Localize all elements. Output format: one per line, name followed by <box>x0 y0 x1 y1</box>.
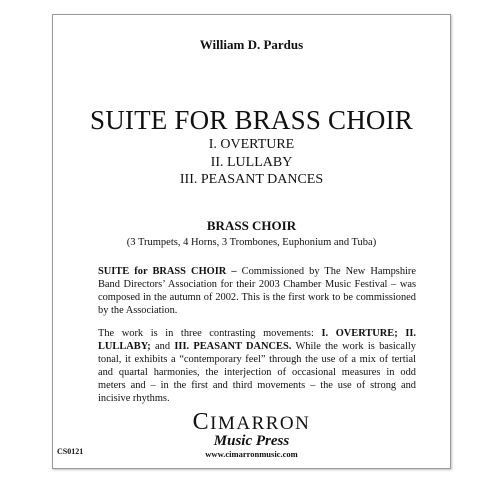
description-text-2a: The work is in three contrasting movements: <box>98 328 322 339</box>
description-text-2c: and <box>150 341 175 352</box>
score-cover-page <box>52 14 451 469</box>
movement-ref-3: III. PEASANT DANCES. <box>174 341 292 352</box>
movement-2: II. LULLABY <box>210 155 293 170</box>
movement-ref-2: II. LULLABY; <box>98 328 416 352</box>
publisher-initial: C <box>192 409 211 435</box>
description-paragraph-1 <box>98 265 416 317</box>
publisher-name <box>53 409 450 435</box>
movement-ref-1: I. OVERTURE; <box>321 328 398 339</box>
publisher-logo <box>53 409 450 460</box>
ensemble-heading: BRASS CHOIR <box>206 218 297 233</box>
description-paragraph-2 <box>98 327 416 405</box>
description-lead: SUITE for BRASS CHOIR – <box>98 266 237 277</box>
movement-1: I. OVERTURE <box>208 137 295 152</box>
publisher-name-rest: IMARRON <box>210 413 311 434</box>
composer-name: William D. Pardus <box>199 37 304 52</box>
description-text-1: Commissioned by The New Hampshire Band Directors’ Association for their 2003 Chamber Music Festival – was composed in the autumn of 2002. This is the first work to be commissioned by the Association. <box>98 266 416 316</box>
publisher-subtitle: Music Press <box>213 433 290 449</box>
instrumentation: (3 Trumpets, 4 Horns, 3 Trombones, Euphonium and Tuba) <box>126 237 377 248</box>
publisher-url: www.cimarronmusic.com <box>205 449 298 459</box>
catalog-number: CS0121 <box>57 447 84 456</box>
description-text-2d: While the work is basically tonal, it exhibits a “contemporary feel” through the use of a mix of tertial and quartal harmonies, the interjection of occasional measures in odd meters and – in the first and third movements – the use of strong and incisive rhythms. <box>98 341 416 404</box>
movement-3: III. PEASANT DANCES <box>179 172 324 187</box>
work-title: SUITE FOR BRASS CHOIR <box>89 105 414 135</box>
